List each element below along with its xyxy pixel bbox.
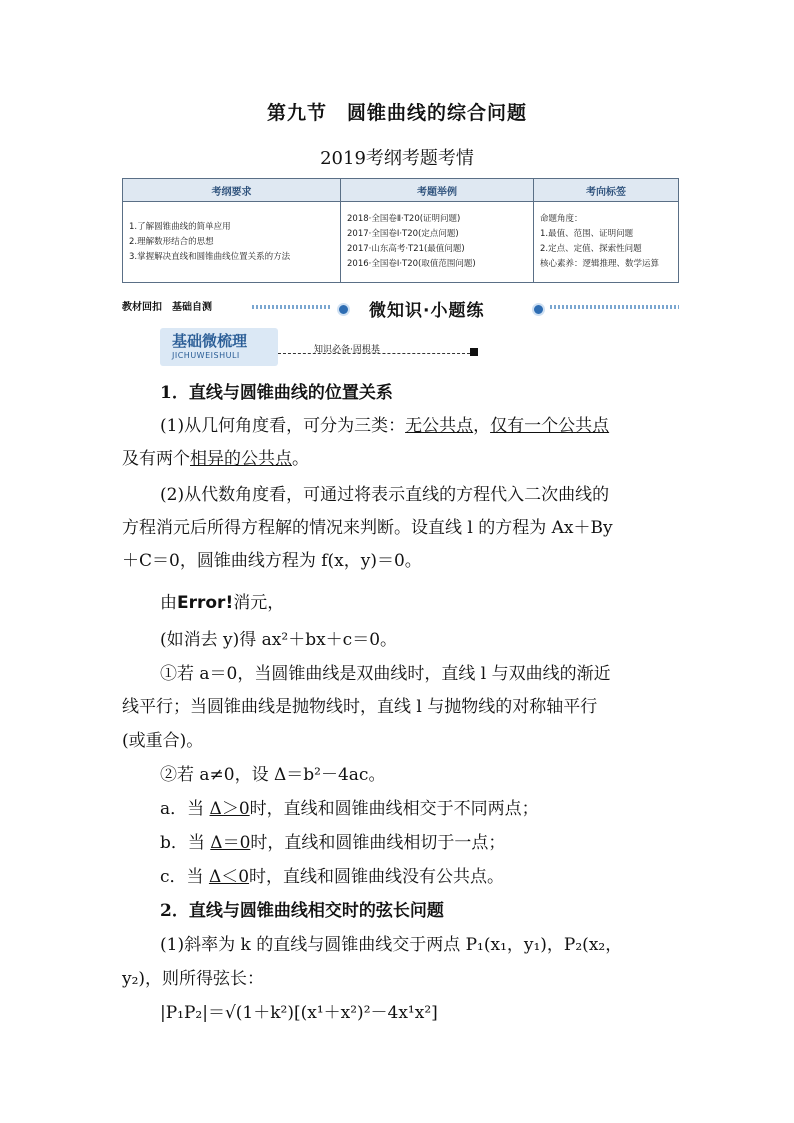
underlined-answer: Δ＝0	[210, 833, 251, 853]
paragraph: (1)斜率为 k 的直线与圆锥曲线交于两点 P₁(x₁，y₁)，P₂(x₂，	[160, 935, 623, 955]
paragraph: 方程消元后所得方程解的情况来判断。设直线 l 的方程为 Ax＋By	[122, 518, 613, 538]
list-item: 2.定点、定值、探索性问题	[540, 244, 642, 254]
underlined-answer: Δ＞0	[209, 799, 250, 819]
formula: |P₁P₂|＝√(1＋k²)[(x¹＋x²)²－4x¹x²]	[160, 1003, 438, 1023]
table-header: 考向标签	[534, 179, 679, 202]
underlined-answer: Δ＜0	[208, 867, 250, 887]
badge-tagline: 知识必备·固根基	[314, 345, 380, 355]
text-span: b．当	[160, 833, 211, 853]
text-span: c．当	[160, 867, 209, 887]
paragraph: ＋C＝0，圆锥曲线方程为 f(x，y)＝0。	[122, 551, 422, 571]
text-span: (1)从几何角度看，可分为三类：	[160, 416, 406, 436]
circle-bullet-icon	[337, 303, 350, 316]
paragraph: y₂)，则所得弦长：	[122, 969, 265, 989]
paragraph	[122, 446, 682, 472]
table-cell-examples	[341, 202, 534, 283]
badge-title: 基础微梳理	[172, 332, 248, 350]
heading-2: 2．直线与圆锥曲线相交时的弦长问题	[160, 901, 444, 921]
section-banner: 微知识·小题练	[369, 301, 485, 321]
list-item: 2017·全国卷Ⅰ·T20(定点问题)	[347, 229, 459, 239]
exam-subtitle: 2019考纲考题考情	[320, 148, 474, 169]
circle-bullet-icon	[532, 303, 545, 316]
list-item: 2016·全国卷Ⅰ·T20(取值范围问题)	[347, 259, 476, 269]
text-span: 时，直线和圆锥曲线相切于一点；	[250, 833, 506, 853]
exam-table	[122, 178, 679, 283]
table-header: 考题举例	[341, 179, 534, 202]
badge-pinyin: JICHUWEISHULI	[172, 351, 240, 360]
text-span: 及有两个	[122, 449, 190, 469]
paragraph: 线平行；当圆锥曲线是抛物线时，直线 l 与抛物线的对称轴平行	[122, 697, 598, 717]
underlined-answer: 相异的公共点	[190, 449, 292, 469]
section-badge	[160, 328, 278, 366]
square-bullet-icon	[470, 348, 478, 356]
paragraph	[160, 590, 720, 616]
paragraph: (2)从代数角度看，可通过将表示直线的方程代入二次曲线的	[160, 485, 610, 505]
paragraph	[160, 413, 720, 439]
table-row	[123, 202, 679, 283]
list-item: 3.掌握解决直线和圆锥曲线位置关系的方法	[129, 251, 291, 262]
section-bar	[122, 298, 679, 322]
paragraph: ①若 a＝0，当圆锥曲线是双曲线时，直线 l 与双曲线的渐近	[160, 664, 611, 684]
text-span: 。	[292, 449, 309, 469]
heading-1: 1．直线与圆锥曲线的位置关系	[160, 383, 393, 403]
table-cell-requirements	[123, 202, 341, 283]
list-item	[160, 796, 720, 822]
error-marker: Error!	[177, 593, 234, 613]
list-item: 2.理解数形结合的思想	[129, 236, 214, 247]
underlined-answer: 仅有一个公共点	[490, 416, 610, 436]
text-span: a．当	[160, 799, 210, 819]
text-span: 时，直线和圆锥曲线相交于不同两点；	[249, 799, 539, 819]
text-span: 消元，	[233, 593, 285, 613]
underlined-answer: 无公共点	[405, 416, 474, 436]
text-span: 时，直线和圆锥曲线没有公共点。	[249, 867, 505, 887]
list-item: 1.最值、范围、证明问题	[540, 229, 634, 239]
paragraph: (或重合)。	[122, 731, 204, 751]
page-title: 第九节 圆锥曲线的综合问题	[266, 102, 527, 124]
list-item: 2018·全国卷Ⅱ·T20(证明问题)	[347, 214, 461, 224]
dotted-divider	[252, 305, 332, 309]
list-item	[160, 864, 720, 890]
list-item: 2017·山东高考·T21(最值问题)	[347, 244, 465, 254]
table-header-row	[123, 179, 679, 202]
dashed-rule	[278, 353, 470, 354]
dotted-divider	[550, 305, 679, 309]
list-item: 1.了解圆锥曲线的简单应用	[129, 221, 231, 232]
table-header: 考纲要求	[123, 179, 341, 202]
text-span: 由	[160, 593, 177, 613]
text-span: ，	[473, 416, 491, 436]
paragraph: ②若 a≠0，设 Δ＝b²－4ac。	[160, 765, 386, 785]
list-item: 核心素养：逻辑推理、数学运算	[540, 259, 660, 269]
list-item	[160, 830, 720, 856]
list-item: 命题角度：	[540, 214, 583, 224]
table-cell-tags	[534, 202, 679, 283]
paragraph: (如消去 y)得 ax²＋bx＋c＝0。	[160, 630, 398, 650]
section-left-label: 教材回扣 基础自测	[122, 302, 212, 313]
